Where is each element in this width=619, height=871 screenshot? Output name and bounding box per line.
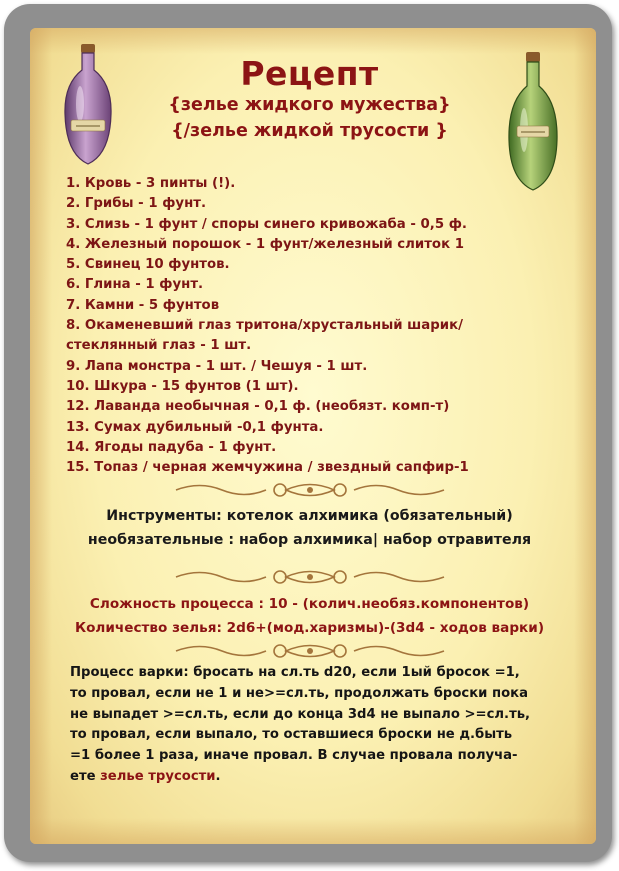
ornamental-divider-1 (170, 479, 450, 501)
process-line: то провал, если не 1 и не>=сл.ть, продолжать броски пока (70, 685, 529, 701)
tools-section (0, 504, 619, 552)
brewing-process (70, 663, 570, 788)
process-line: =1 более 1 раза, иначе провал. В случае провала получа- (70, 748, 518, 764)
process-difficulty: Сложность процесса : 10 - (колич.необяз.компонентов) (89, 596, 530, 612)
parchment-edge-bottom (30, 818, 596, 844)
process-line-last (70, 767, 570, 788)
ingredient-item: 3. Слизь - 1 фунт / споры синего кривожаба - 0,5 ф. (66, 216, 467, 232)
ingredient-item: стеклянный глаз - 1 шт. (66, 338, 252, 354)
complexity-section (0, 592, 619, 640)
ingredient-item: 2. Грибы - 1 фунт. (66, 196, 207, 212)
ingredient-item: 7. Камни - 5 фунтов (66, 297, 220, 313)
tools-required: Инструменты: котелок алхимика (обязательный) (106, 508, 513, 524)
process-last-prefix: ете (70, 768, 101, 784)
process-line: Процесс варки: бросать на сл.ть d20, если 1ый бросок =1, (70, 665, 520, 680)
ingredient-item: 1. Кровь - 3 пинты (!). (66, 176, 236, 191)
parchment-edge-top (30, 28, 596, 54)
ingredient-item: 12. Лаванда необычная - 0,1 ф. (необязт. комп-т) (66, 399, 450, 415)
process-line: то провал, если выпало, то оставшиеся броски не д.быть (70, 727, 513, 743)
ingredient-item: 9. Лапа монстра - 1 шт. / Чешуя - 1 шт. (66, 358, 368, 374)
potion-quantity: Количество зелья: 2d6+(мод.харизмы)-(3d4 - ходов варки) (74, 620, 545, 636)
process-last-suffix: . (215, 768, 221, 784)
recipe-title: Рецепт (240, 54, 379, 93)
parchment-edge-left (30, 28, 52, 844)
cowardice-potion-highlight: зелье трусости (100, 768, 216, 784)
ingredient-item: 4. Железный порошок - 1 фунт/железный слиток 1 (66, 236, 464, 252)
ornamental-divider-2 (170, 566, 450, 588)
ingredient-item: 13. Сумах дубильный -0,1 фунта. (66, 419, 324, 435)
ingredient-item: 6. Глина - 1 фунт. (66, 277, 204, 293)
ingredient-item: 5. Свинец 10 фунтов. (66, 257, 230, 273)
recipe-subtitle-cowardice: {/зелье жидкой трусости } (171, 121, 448, 141)
ingredient-item: 15. Топаз / черная жемчужина / звездный сапфир-1 (66, 460, 469, 476)
recipe-subtitle-courage: {зелье жидкого мужества} (168, 95, 451, 115)
ornamental-divider-3 (170, 640, 450, 662)
ingredient-item: 8. Окаменевший глаз тритона/хрустальный шарик/ (66, 318, 463, 334)
process-line: не выпадет >=сл.ть, если до конца 3d4 не выпало >=сл.ть, (70, 706, 531, 722)
ingredient-item: 14. Ягоды падуба - 1 фунт. (66, 439, 277, 455)
ingredient-item: 10. Шкура - 15 фунтов (1 шт). (66, 378, 299, 394)
tools-optional: необязательные : набор алхимика| набор отравителя (87, 532, 532, 548)
ingredients-list (66, 174, 586, 478)
